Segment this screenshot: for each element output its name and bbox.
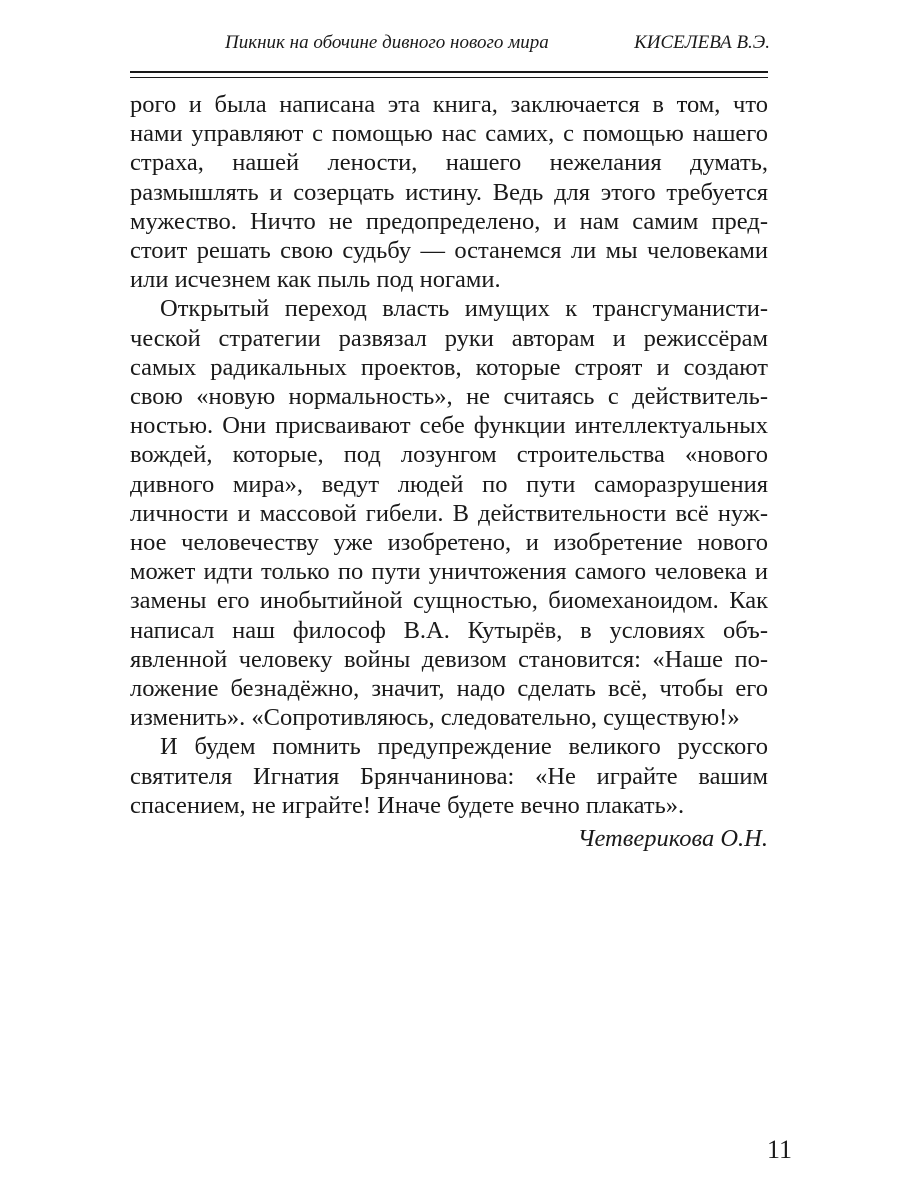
running-head-author: КИСЕЛЕВА В.Э. — [634, 32, 770, 53]
paragraph-warning: И будем помнить предупреждение великого русского святителя Игнатия Брянчанинова: «Не играйте вашим спасением, не играйте! Иначе будете вечно плакать». — [130, 733, 768, 819]
page-number: 11 — [766, 1135, 792, 1164]
paragraph-transhumanism: Открытый переход власть имущих к трансгуманистической стратегии развязал руки авторам и режиссёрам самых радикальных проектов, которые строят и создают свою «новую нормальность», не считаясь с действительностью. Они присваивают себе функции интеллектуальных вождей, которые, под лозунгом строительства «нового дивного мира», ведут людей по пути саморазрушения личности и массовой гибели. В действительности всё нужное человечеству уже изобретено, и изобретение нового может идти только по пути уничтожения самого человека и замены его инобытийной сущностью, биомеханоидом. Как написал наш философ В.А. Кутырёв, в условиях объявленной человеку войны девизом становится: «Наше положение безнадёжно, значит, надо сделать всё, чтобы его изменить». «Сопротивляюсь, следовательно, существую!» — [130, 295, 768, 732]
paragraph-continuation: рого и была написана эта книга, заключается в том, что нами управляют с помощью нас самих, с помощью нашего страха, нашей лености, нашего нежелания думать, размышлять и созерцать истину. Ведь для этого требуется мужество. Ничто не предопределено, и нам самим предстоит решать свою судьбу — останемся ли мы человеками или исчезнем как пыль под ногами. — [130, 91, 768, 294]
running-head — [130, 30, 770, 56]
header-rule-thin — [130, 77, 768, 78]
running-head-title: Пикник на обочине дивного нового мира — [225, 32, 549, 53]
body-text — [130, 90, 768, 820]
header-rule-thick — [130, 71, 768, 73]
author-signature: Четверикова О.Н. — [577, 825, 768, 852]
